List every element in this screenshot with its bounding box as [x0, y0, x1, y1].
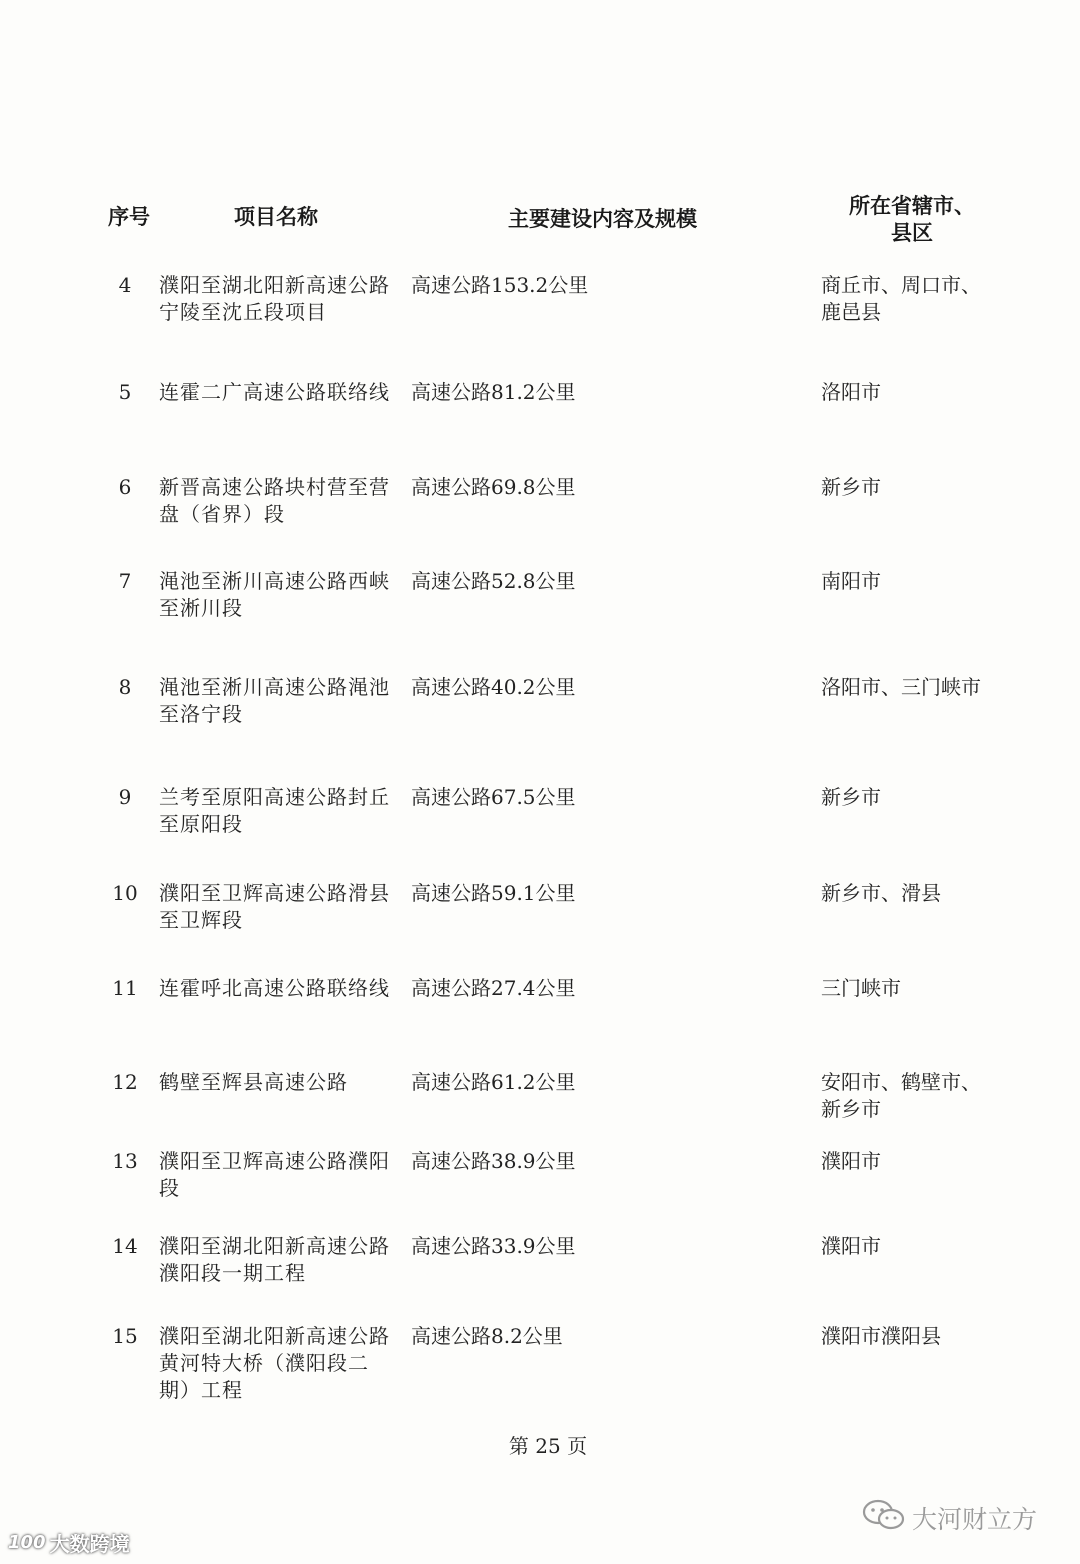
- row-location: 濮阳市濮阳县: [821, 1324, 941, 1348]
- watermark-left-badge: 100: [8, 1532, 46, 1553]
- row-seq: 6: [118, 475, 132, 499]
- row-content: 高速公路33.9公里: [411, 1234, 576, 1258]
- row-content: 高速公路153.2公里: [411, 273, 589, 297]
- header-location: [842, 192, 982, 246]
- row-seq: 7: [118, 569, 132, 593]
- header-content: 主要建设内容及规模: [508, 206, 697, 231]
- watermark-left-text: 大数跨境: [49, 1532, 130, 1556]
- row-seq: 4: [118, 273, 132, 297]
- row-content: 高速公路40.2公里: [411, 675, 576, 699]
- header-name: 项目名称: [234, 204, 318, 229]
- row-location: 洛阳市、三门峡市: [821, 675, 981, 699]
- row-content: 高速公路8.2公里: [411, 1324, 563, 1348]
- row-seq: 11: [112, 976, 138, 1000]
- header-location-line2: 县区: [891, 220, 933, 245]
- row-location: 商丘市、周口市、鹿邑县: [821, 273, 981, 324]
- row-content: 高速公路38.9公里: [411, 1149, 576, 1173]
- row-seq: 8: [118, 675, 132, 699]
- row-seq: 10: [112, 881, 138, 905]
- row-seq: 13: [112, 1149, 138, 1173]
- row-location: 新乡市: [821, 475, 881, 499]
- row-name: 濮阳至湖北阳新高速公路宁陵至沈丘段项目: [159, 273, 390, 324]
- row-content: 高速公路61.2公里: [411, 1070, 576, 1094]
- row-name: 濮阳至湖北阳新高速公路濮阳段一期工程: [159, 1234, 390, 1285]
- row-name: 濮阳至卫辉高速公路濮阳段: [159, 1149, 390, 1200]
- row-name: 兰考至原阳高速公路封丘至原阳段: [159, 785, 390, 836]
- row-name: 渑池至淅川高速公路西峡至淅川段: [159, 569, 390, 620]
- row-location: 新乡市: [821, 785, 881, 809]
- row-name: 连霍二广高速公路联络线: [159, 380, 390, 404]
- row-name: 濮阳至卫辉高速公路滑县至卫辉段: [159, 881, 390, 932]
- row-content: 高速公路69.8公里: [411, 475, 576, 499]
- row-content: 高速公路52.8公里: [411, 569, 576, 593]
- row-seq: 5: [118, 380, 132, 404]
- row-name: 连霍呼北高速公路联络线: [159, 976, 390, 1000]
- watermark-left: [8, 1528, 130, 1557]
- row-name: 鹤壁至辉县高速公路: [159, 1070, 348, 1094]
- wechat-icon: [862, 1498, 906, 1538]
- row-seq: 12: [112, 1070, 138, 1094]
- row-content: 高速公路67.5公里: [411, 785, 576, 809]
- watermark-right-text: 大河财立方: [912, 1505, 1038, 1534]
- watermark-right: [862, 1498, 1037, 1538]
- row-seq: 9: [118, 785, 132, 809]
- header-seq: 序号: [108, 204, 150, 229]
- row-name: 濮阳至湖北阳新高速公路黄河特大桥（濮阳段二期）工程: [159, 1324, 390, 1402]
- page-number: 第 25 页: [508, 1434, 588, 1458]
- row-location: 安阳市、鹤壁市、新乡市: [821, 1070, 981, 1121]
- row-location: 洛阳市: [821, 380, 881, 404]
- row-content: 高速公路81.2公里: [411, 380, 576, 404]
- row-location: 新乡市、滑县: [821, 881, 941, 905]
- header-location-line1: 所在省辖市、: [849, 193, 975, 218]
- row-seq: 15: [112, 1324, 138, 1348]
- row-seq: 14: [112, 1234, 138, 1258]
- row-content: 高速公路59.1公里: [411, 881, 576, 905]
- row-content: 高速公路27.4公里: [411, 976, 576, 1000]
- row-location: 濮阳市: [821, 1234, 881, 1258]
- row-name: 渑池至淅川高速公路渑池至洛宁段: [159, 675, 390, 726]
- row-location: 南阳市: [821, 569, 881, 593]
- row-location: 三门峡市: [821, 976, 901, 1000]
- row-location: 濮阳市: [821, 1149, 881, 1173]
- row-name: 新晋高速公路块村营至营盘（省界）段: [159, 475, 390, 526]
